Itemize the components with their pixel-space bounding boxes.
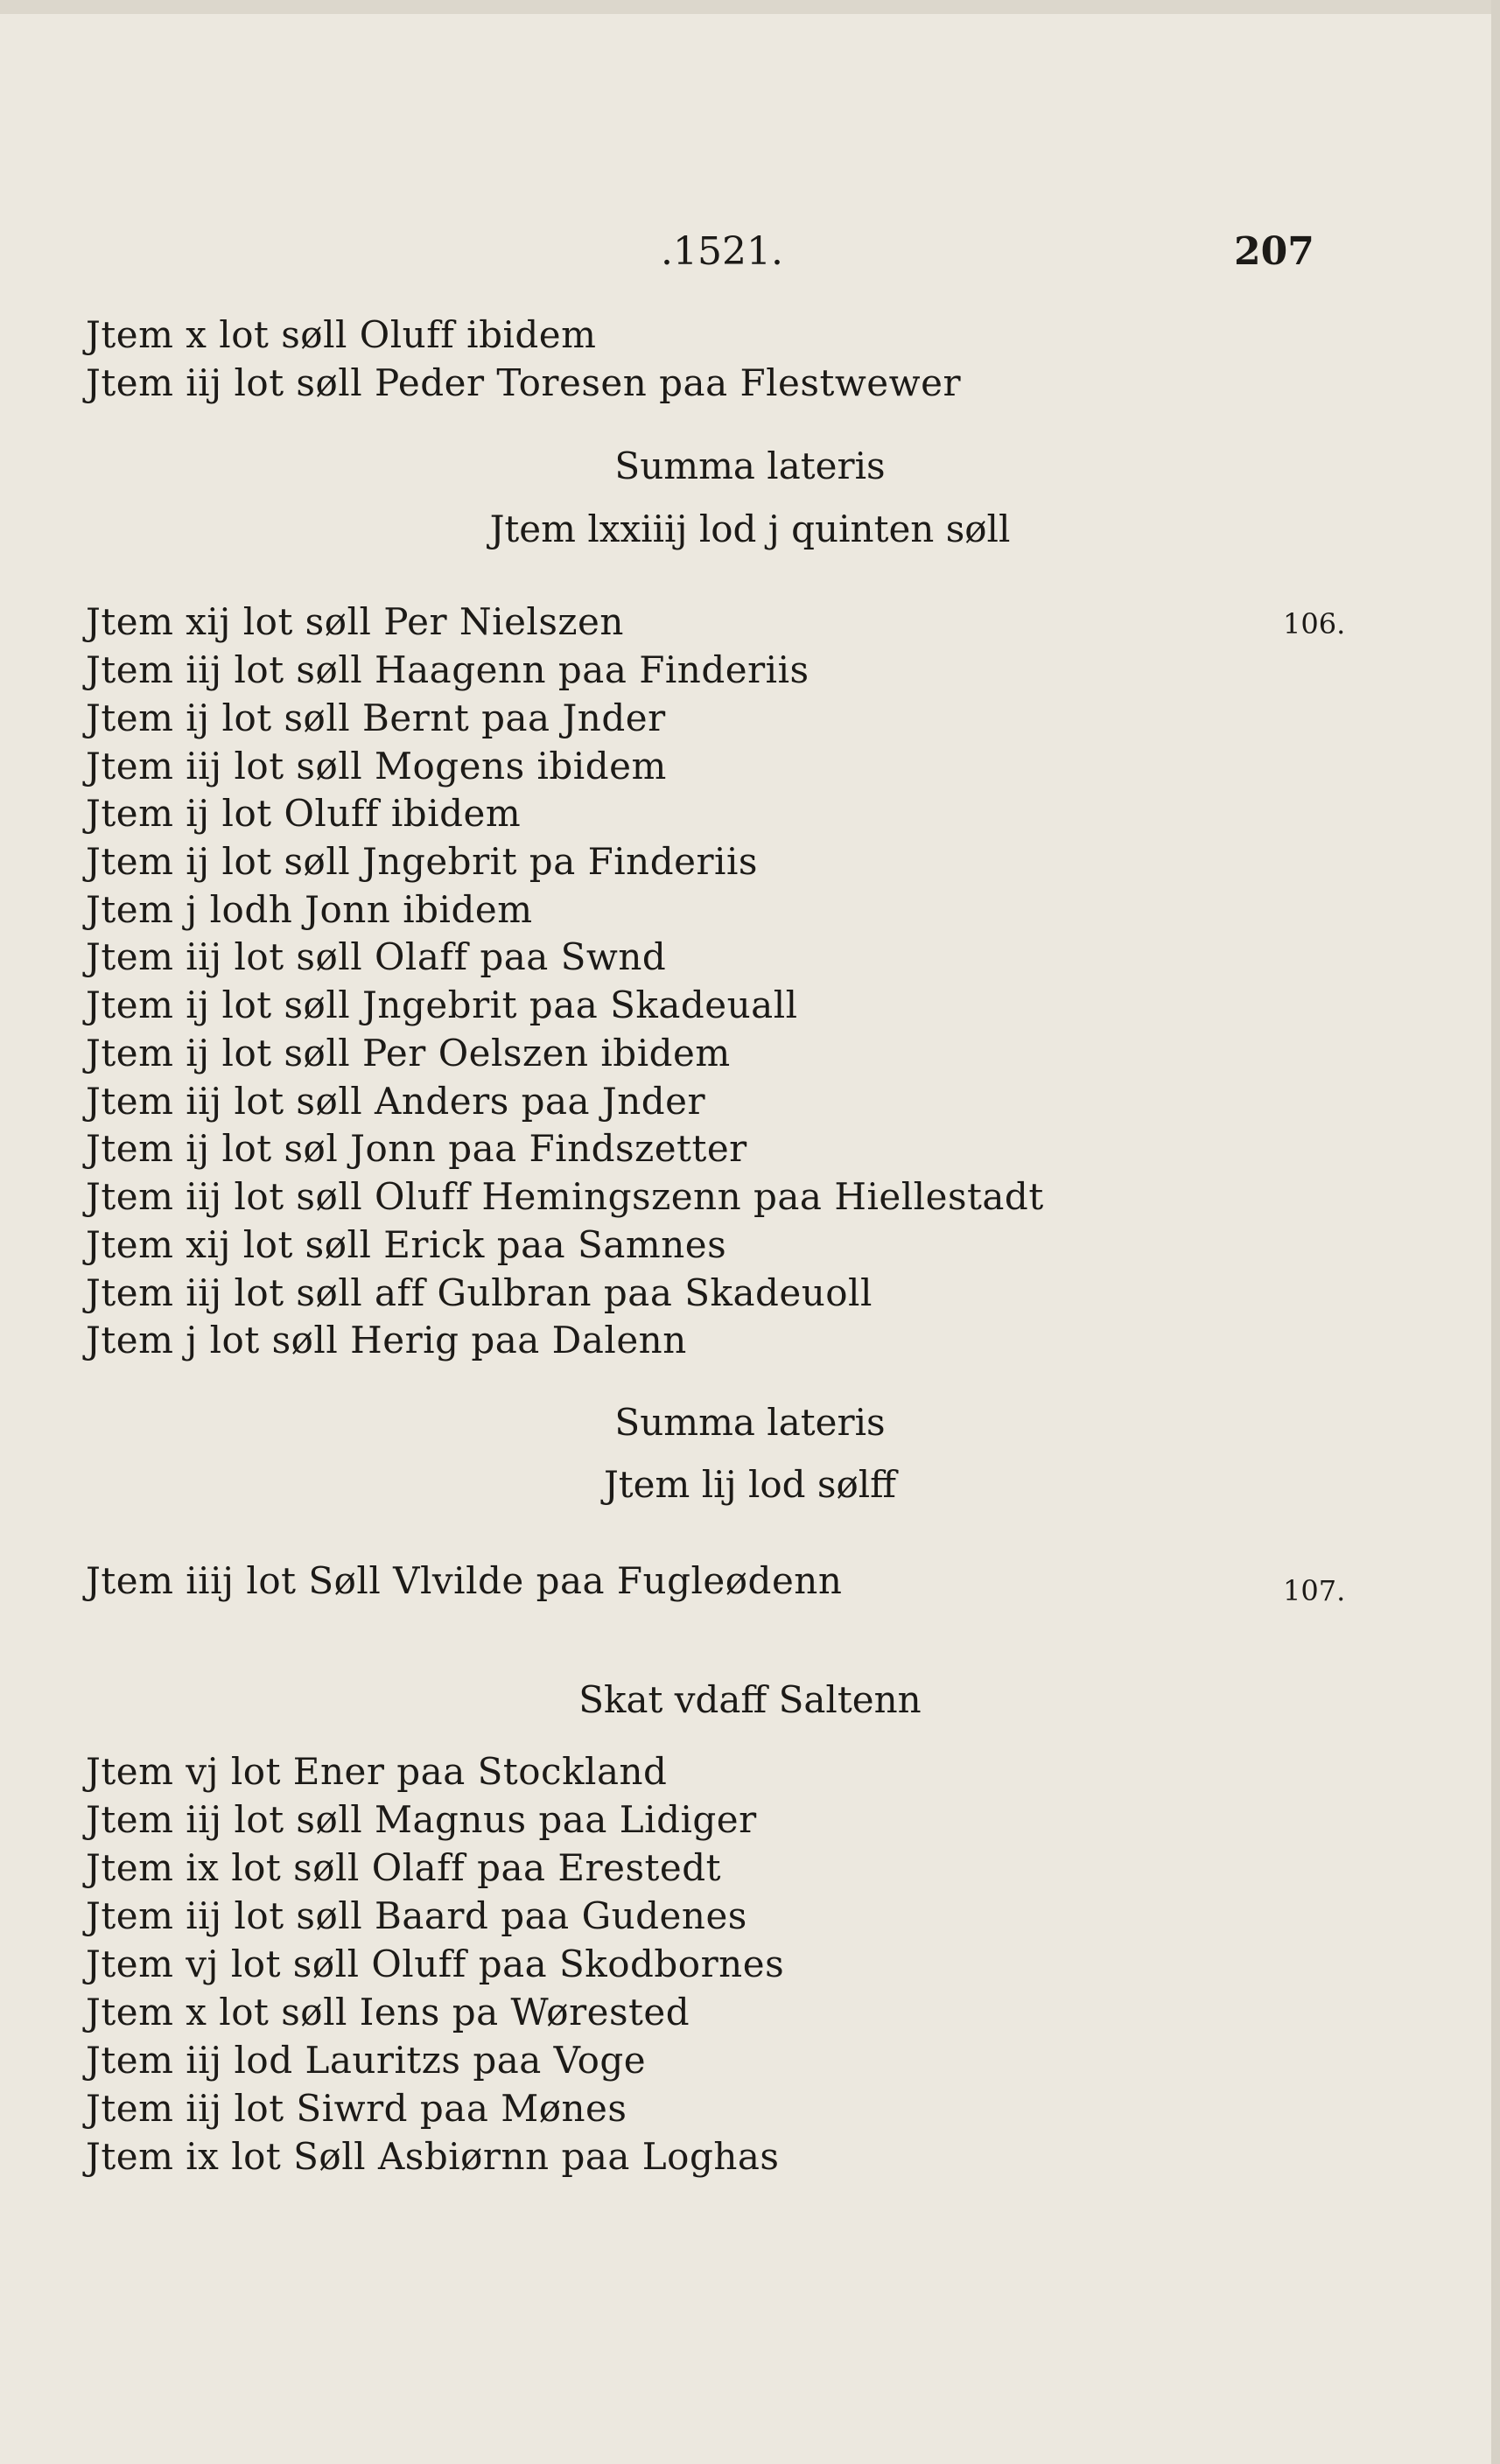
entry-line: Jtem x lot søll Iens pa Wørested — [86, 1991, 690, 2034]
page-spine-edge — [1491, 0, 1500, 2464]
page-top-edge — [0, 0, 1500, 14]
entry-line: Jtem ij lot søll Jngebrit paa Skadeuall — [86, 984, 798, 1026]
entry-line: Jtem ix lot søll Olaff paa Erestedt — [86, 1846, 722, 1889]
entry-line: Jtem x lot søll Oluff ibidem — [86, 313, 597, 356]
summa-total: Jtem lxxiiij lod j quinten søll — [489, 508, 1011, 550]
entry-line: Jtem xij lot søll Erick paa Samnes — [86, 1223, 727, 1266]
entry-line: Jtem ix lot Søll Asbiørnn paa Loghas — [86, 2135, 780, 2178]
entry-line: Jtem vj lot Ener paa Stockland — [86, 1750, 668, 1793]
summa-heading: Summa lateris — [614, 444, 886, 487]
summa-heading: Summa lateris — [614, 1401, 886, 1444]
summa-total: Jtem lij lod sølff — [603, 1463, 897, 1506]
margin-number: 106. — [1283, 607, 1346, 640]
header-year: .1521. — [661, 229, 783, 274]
entry-line: Jtem iij lot søll Haagenn paa Finderiis — [86, 648, 810, 691]
entry-line: Jtem iij lot søll Oluff Hemingszenn paa Hiellestadt — [86, 1175, 1044, 1218]
entry-line: Jtem j lot søll Herig paa Dalenn — [86, 1319, 687, 1362]
entry-line: Jtem iiij lot Søll Vlvilde paa Fugleødenn — [86, 1559, 843, 1602]
entry-line: Jtem iij lot søll Baard paa Gudenes — [86, 1894, 747, 1937]
entry-line: Jtem ij lot søl Jonn paa Findszetter — [86, 1127, 747, 1170]
entry-line: Jtem ij lot søll Per Oelszen ibidem — [86, 1032, 731, 1074]
entry-line: Jtem ij lot Oluff ibidem — [86, 792, 522, 835]
entry-line: Jtem iij lot Siwrd paa Mønes — [86, 2087, 627, 2130]
section-heading: Skat vdaff Saltenn — [578, 1678, 922, 1721]
entry-line: Jtem iij lod Lauritzs paa Voge — [86, 2039, 647, 2082]
entry-line: Jtem iij lot søll Anders paa Jnder — [86, 1080, 706, 1123]
margin-number: 107. — [1283, 1574, 1346, 1607]
entry-line: Jtem iij lot søll Peder Toresen paa Flestwewer — [86, 361, 962, 404]
entry-line: Jtem ij lot søll Jngebrit pa Finderiis — [86, 840, 758, 883]
entry-line: Jtem xij lot søll Per Nielszen — [86, 600, 624, 643]
entry-line: Jtem iij lot søll Magnus paa Lidiger — [86, 1798, 757, 1841]
entry-line: Jtem vj lot søll Oluff paa Skodbornes — [86, 1942, 785, 1985]
entry-line: Jtem iij lot søll Olaff paa Swnd — [86, 935, 667, 978]
entry-line: Jtem iij lot søll aff Gulbran paa Skadeuoll — [86, 1271, 873, 1314]
entry-line: Jtem j lodh Jonn ibidem — [86, 888, 533, 931]
entry-line: Jtem ij lot søll Bernt paa Jnder — [86, 696, 666, 739]
entry-line: Jtem iij lot søll Mogens ibidem — [86, 745, 667, 788]
page-number: 207 — [1234, 229, 1314, 274]
